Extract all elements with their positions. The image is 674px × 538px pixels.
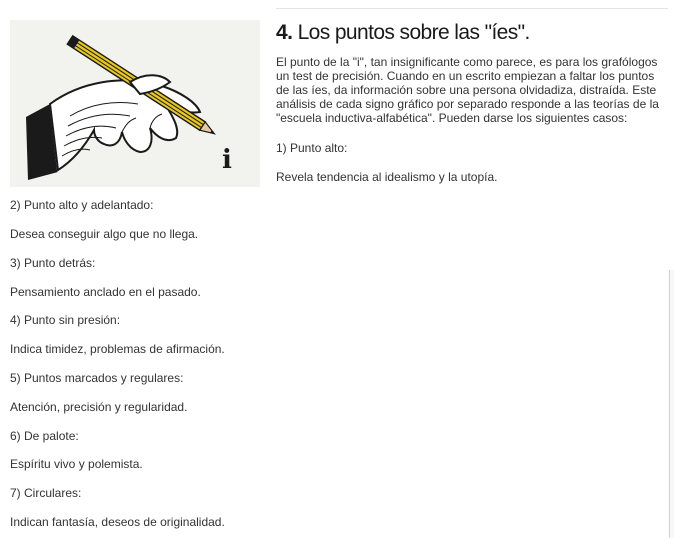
hand-pencil-drawing bbox=[10, 20, 260, 187]
case-3-meaning: Pensamiento anclado en el pasado. bbox=[10, 285, 201, 299]
title-text: Los puntos sobre las "íes". bbox=[292, 21, 530, 44]
case-4-meaning: Indica timidez, problemas de afirmación. bbox=[10, 342, 225, 356]
top-divider bbox=[276, 8, 668, 9]
case-7-heading: 7) Circulares: bbox=[10, 486, 82, 500]
case-4-heading: 4) Punto sin presión: bbox=[10, 313, 121, 327]
title-number: 4. bbox=[276, 21, 293, 44]
article-title bbox=[276, 21, 530, 45]
case-7-meaning: Indican fantasía, deseos de originalidad. bbox=[10, 515, 225, 529]
scrollbar-track[interactable] bbox=[669, 270, 674, 538]
case-2-meaning: Desea conseguir algo que no llega. bbox=[10, 227, 199, 241]
letter-i-glyph: i bbox=[222, 145, 232, 175]
case-1-meaning: Revela tendencia al idealismo y la utopía. bbox=[276, 170, 498, 184]
case-3-heading: 3) Punto detrás: bbox=[10, 256, 96, 270]
case-6-heading: 6) De palote: bbox=[10, 429, 79, 443]
case-5-meaning: Atención, precisión y regularidad. bbox=[10, 400, 188, 414]
case-2-heading: 2) Punto alto y adelantado: bbox=[10, 198, 154, 212]
case-5-heading: 5) Puntos marcados y regulares: bbox=[10, 371, 184, 385]
hand-pencil-illustration bbox=[10, 20, 260, 187]
intro-paragraph: El punto de la "i", tan insignificante como parece, es para los grafólogos un test de precisión. Cuando en un escrito empiezan a faltar los puntos de las íes, da información sobre una persona olvidadiza, distraída. Este análisis de cada signo gráfico por separado responde a las teorías de la "escuela inductiva-alfabética". Pueden darse los siguientes casos: bbox=[276, 55, 659, 125]
case-6-meaning: Espíritu vivo y polemista. bbox=[10, 457, 143, 471]
case-1-heading: 1) Punto alto: bbox=[276, 141, 348, 155]
